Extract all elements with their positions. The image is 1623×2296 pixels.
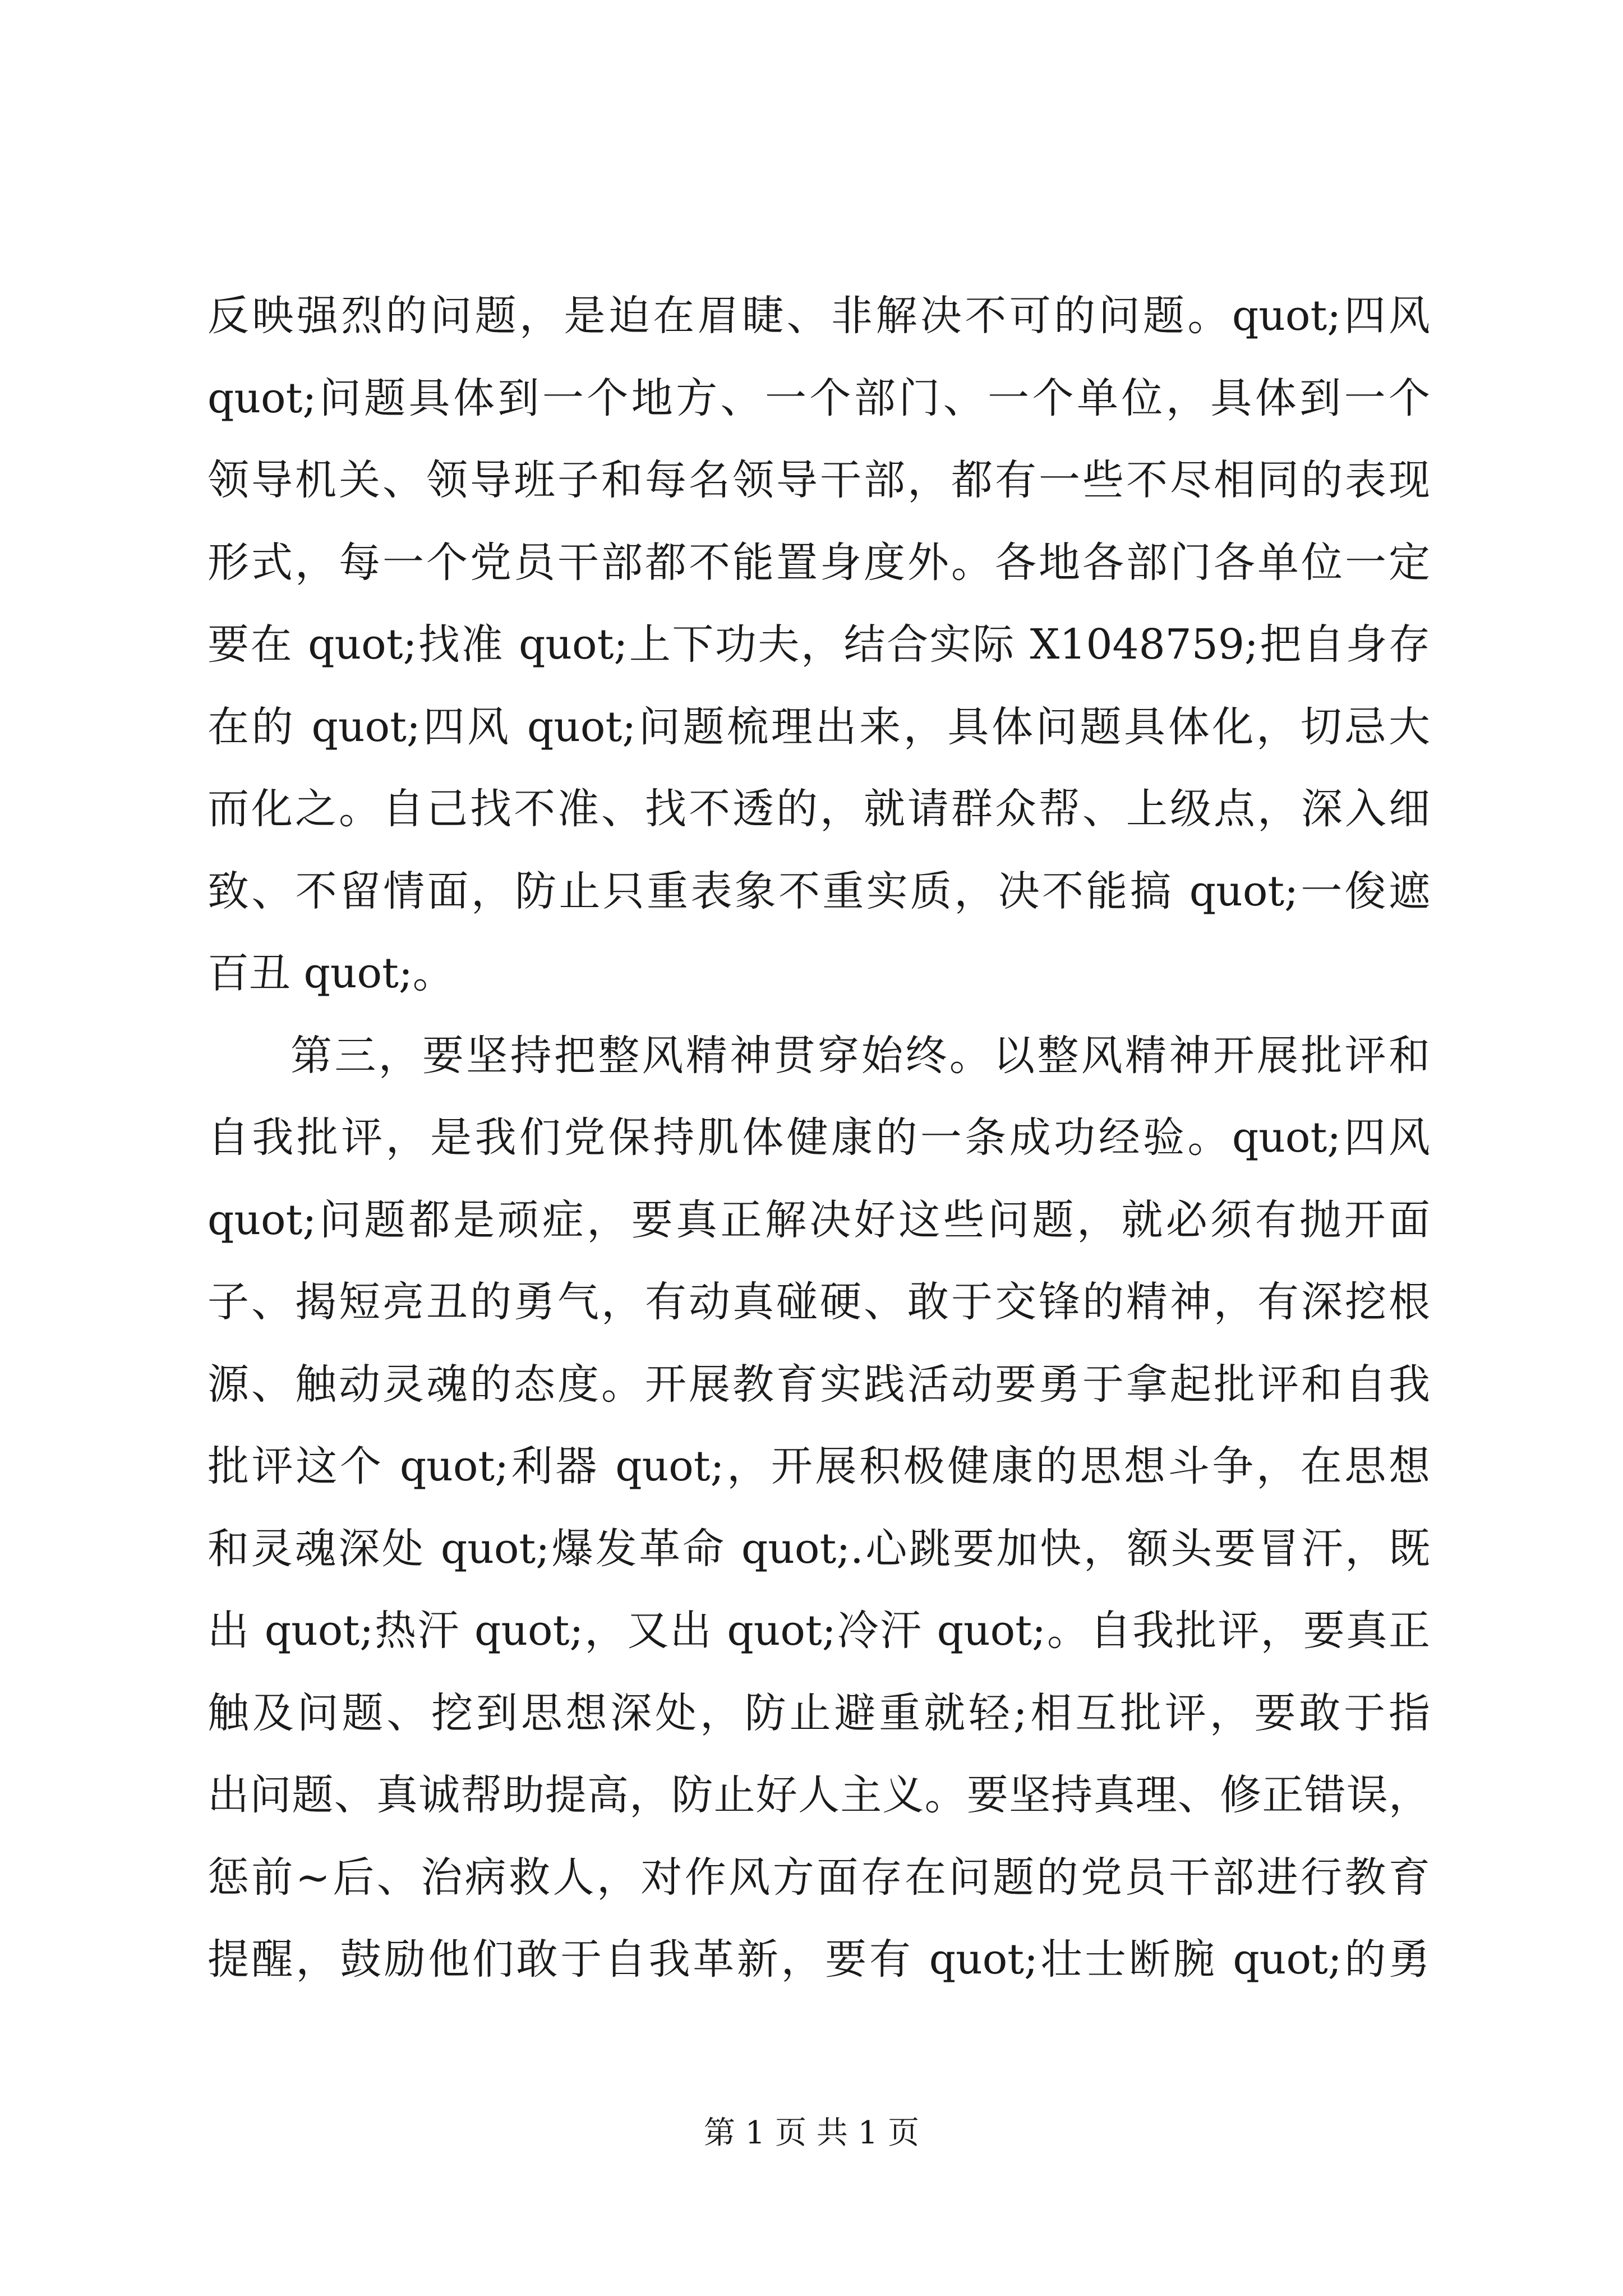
paragraph-line: 触及问题、挖到思想深处，防止避重就轻;相互批评，要敢于指	[208, 1688, 1430, 1737]
paragraph-line: 第三，要坚持把整风精神贯穿始终。以整风精神开展批评和	[291, 1031, 1430, 1080]
paragraph-line: 自我批评，是我们党保持肌体健康的一条成功经验。quot;四风	[208, 1114, 1430, 1162]
paragraph-line: 百丑 quot;。	[208, 949, 454, 997]
paragraph-line: 在的 quot;四风 quot;问题梳理出来，具体问题具体化，切忌大	[208, 702, 1430, 751]
paragraph-line: 形式，每一个党员干部都不能置身度外。各地各部门各单位一定	[208, 538, 1430, 587]
page-footer: 第 1 页 共 1 页	[703, 2115, 920, 2151]
paragraph-line: 而化之。自己找不准、找不透的，就请群众帮、上级点，深入细	[208, 785, 1430, 833]
paragraph-line: quot;问题都是顽症，要真正解决好这些问题，就必须有抛开面	[208, 1195, 1430, 1244]
paragraph-line: 出 quot;热汗 quot;，又出 quot;冷汗 quot;。自我批评，要真正	[208, 1607, 1430, 1655]
paragraph-line: 出问题、真诚帮助提高，防止好人主义。要坚持真理、修正错误，	[208, 1771, 1430, 1819]
paragraph-line: 惩前~后、治病救人，对作风方面存在问题的党员干部进行教育	[208, 1853, 1430, 1902]
paragraph-line: 提醒，鼓励他们敢于自我革新，要有 quot;壮士断腕 quot;的勇	[208, 1935, 1430, 1984]
paragraph-line: 源、触动灵魂的态度。开展教育实践活动要勇于拿起批评和自我	[208, 1360, 1430, 1409]
paragraph-line: quot;问题具体到一个地方、一个部门、一个单位，具体到一个	[208, 374, 1430, 422]
paragraph-line: 批评这个 quot;利器 quot;，开展积极健康的思想斗争，在思想	[208, 1442, 1430, 1490]
paragraph-line: 和灵魂深处 quot;爆发革命 quot;.心跳要加快，额头要冒汗，既	[208, 1524, 1430, 1573]
paragraph-line: 领导机关、领导班子和每名领导干部，都有一些不尽相同的表现	[208, 456, 1430, 504]
paragraph-line: 致、不留情面，防止只重表象不重实质，决不能搞 quot;一俊遮	[208, 867, 1430, 915]
body-text	[208, 275, 1430, 2001]
paragraph-line: 要在 quot;找准 quot;上下功夫，结合实际 X1048759;把自身存	[208, 620, 1430, 669]
paragraph-line: 反映强烈的问题，是迫在眉睫、非解决不可的问题。quot;四风	[208, 292, 1430, 340]
paragraph-line: 子、揭短亮丑的勇气，有动真碰硬、敢于交锋的精神，有深挖根	[208, 1278, 1430, 1326]
